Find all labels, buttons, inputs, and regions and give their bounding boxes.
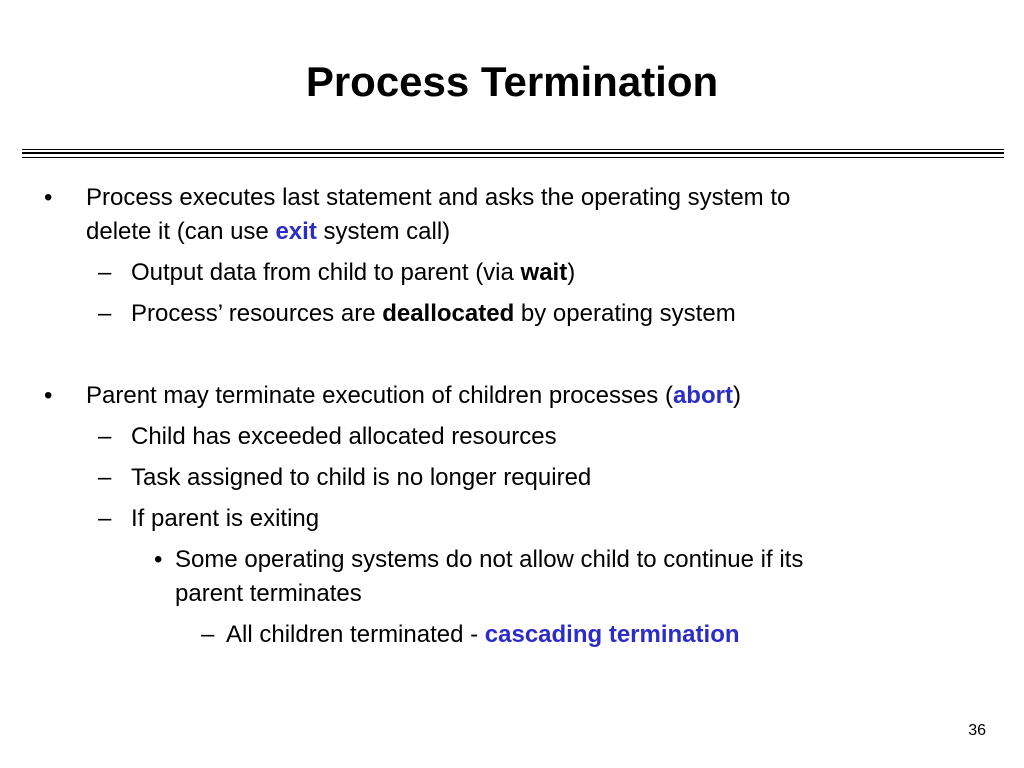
sub-bullet-marker: –	[98, 464, 112, 491]
sub-bullet-text: Child has exceeded allocated resources	[131, 423, 557, 450]
sub-sub-bullet-text-line: parent terminates	[175, 580, 362, 607]
bullet-text-line	[86, 216, 450, 248]
keyword-abort: abort	[672, 382, 733, 409]
sub-sub-bullet-marker: •	[154, 546, 163, 573]
bullet-text-line: Process executes last statement and asks the operating system to	[86, 184, 791, 211]
keyword-wait: wait	[520, 259, 568, 286]
bullet-text: system call)	[316, 218, 451, 245]
bullet-marker: •	[44, 184, 53, 211]
bullet-text: All children terminated -	[226, 621, 485, 648]
sub-bullet-marker: –	[98, 300, 112, 327]
bullet-text: Process’ resources are	[131, 300, 383, 327]
sub-sub-sub-bullet-text	[226, 619, 740, 651]
sub-sub-sub-bullet-marker: –	[201, 621, 215, 648]
bullet-marker: •	[44, 382, 53, 409]
bullet-text: Parent may terminate execution of children processes (	[86, 382, 673, 409]
sub-bullet-text	[131, 257, 575, 289]
page-number: 36	[968, 722, 986, 739]
sub-bullet-text: If parent is exiting	[131, 505, 320, 532]
keyword-deallocated: deallocated	[382, 300, 515, 327]
bullet-text: Output data from child to parent (via	[131, 259, 521, 286]
sub-bullet-marker: –	[98, 423, 112, 450]
keyword-exit: exit	[275, 218, 317, 245]
sub-bullet-marker: –	[98, 259, 112, 286]
slide-title: Process Termination	[305, 58, 719, 105]
bullet-text: by operating system	[514, 300, 736, 327]
sub-bullet-text: Task assigned to child is no longer required	[131, 464, 592, 491]
bullet-text: delete it (can use	[86, 218, 276, 245]
keyword-cascading-termination: cascading termination	[484, 621, 740, 648]
bullet-text: )	[567, 259, 576, 286]
sub-sub-bullet-text-line: Some operating systems do not allow child to continue if its	[175, 546, 804, 573]
sub-bullet-text	[131, 298, 736, 330]
bullet-text-line	[86, 380, 741, 412]
bullet-text: )	[732, 382, 741, 409]
sub-bullet-marker: –	[98, 505, 112, 532]
